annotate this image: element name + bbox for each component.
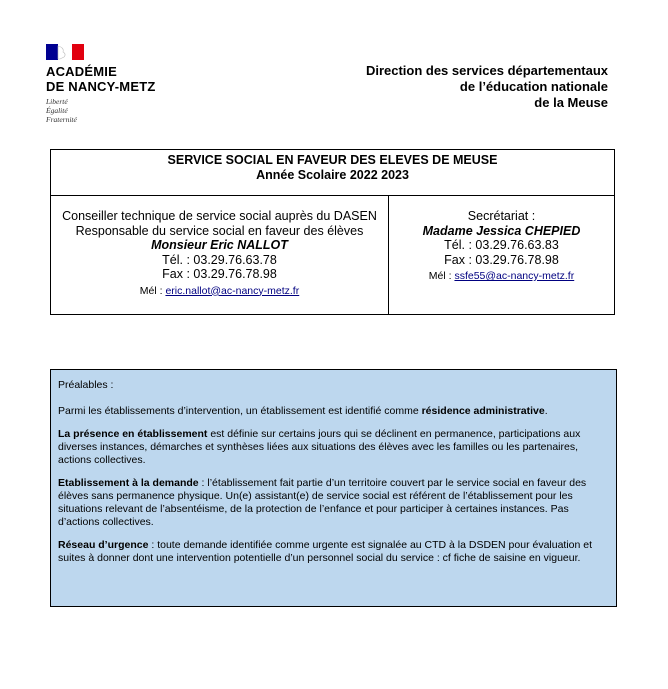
service-title: SERVICE SOCIAL EN FAVEUR DES ELEVES DE MEUSE <box>167 153 498 167</box>
motto-fraternite: Fraternité <box>46 115 77 124</box>
motto-liberte: Liberté <box>46 97 68 106</box>
direction-line3: de la Meuse <box>534 95 608 110</box>
academy-name-line1: ACADÉMIE <box>46 64 117 79</box>
paragraph-bold-term: La présence en établissement <box>58 428 208 440</box>
direction-heading <box>366 63 608 111</box>
paragraph-residence <box>58 405 606 418</box>
paragraph-text: : l’établissement fait partie d’un territoire couvert par le service social en faveur des élèves sans permanence physique. Un(e) assistant(e) de service social est référent de l’établissement pour les situations relevant de l’absentéisme, de la protection de l’enfance et pour participer à certaines instances. Pas d’actions collectives. <box>58 477 587 528</box>
counselor-contact-cell <box>51 196 389 315</box>
motto-egalite: Égalité <box>46 106 68 115</box>
paragraph-text: Parmi les établissements d’intervention, un établissement est identifié comme <box>58 405 422 417</box>
counselor-email-row <box>51 284 388 299</box>
secretariat-contact-cell <box>389 196 614 315</box>
direction-line1: Direction des services départementaux <box>365 63 608 78</box>
paragraph-bold-term: résidence administrative <box>421 405 545 417</box>
preliminaries-box <box>50 369 617 607</box>
secretary-email-link[interactable]: ssfe55@ac-nancy-metz.fr <box>454 270 575 282</box>
counselor-fax: Fax : 03.29.76.78.98 <box>162 267 277 281</box>
service-title-cell <box>51 150 614 196</box>
paragraph-bold-term: Réseau d’urgence <box>58 539 149 551</box>
academy-name-line2: DE NANCY-METZ <box>46 79 156 94</box>
secretary-email-row <box>389 269 614 284</box>
paragraph-emergency <box>58 539 606 565</box>
email-label: Mél : <box>428 270 455 282</box>
marianne-icon <box>46 44 84 60</box>
school-year: Année Scolaire 2022 2023 <box>256 168 409 182</box>
preliminaries-heading: Préalables : <box>58 379 114 391</box>
republic-motto <box>46 97 77 124</box>
paragraph-presence <box>58 428 606 467</box>
paragraph-on-demand <box>58 477 606 529</box>
paragraph-bold-term: Etablissement à la demande <box>58 477 199 489</box>
email-label: Mél : <box>139 284 166 297</box>
counselor-name: Monsieur Eric NALLOT <box>151 238 288 252</box>
paragraph-text: : toute demande identifiée comme urgente est signalée au CTD à la DSDEN pour évaluation et suites à donner dont une intervention potentielle d’un personnel social du service : cf fiche de saisine en vigueur. <box>58 539 593 564</box>
counselor-role1: Conseiller technique de service social auprès du DASEN <box>62 209 377 223</box>
service-contact-table <box>50 149 615 315</box>
secretary-fax: Fax : 03.29.76.78.98 <box>444 252 559 267</box>
secretariat-role: Secrétariat : <box>467 209 536 223</box>
paragraph-text: est définie sur certains jours qui se déclinent en permanence, participations aux diverses instances, démarches et synthèses liées aux situations des élèves avec les familles ou les partenaires, actions collectives. <box>58 428 581 466</box>
secretary-name: Madame Jessica CHEPIED <box>422 223 581 238</box>
secretary-phone: Tél. : 03.29.76.63.83 <box>444 238 559 252</box>
counselor-phone: Tél. : 03.29.76.63.78 <box>162 252 277 267</box>
direction-line2: de l’éducation nationale <box>459 79 608 94</box>
counselor-role2: Responsable du service social en faveur des élèves <box>75 223 364 238</box>
counselor-email-link[interactable]: eric.nallot@ac-nancy-metz.fr <box>165 284 300 297</box>
paragraph-text: . <box>544 405 548 417</box>
